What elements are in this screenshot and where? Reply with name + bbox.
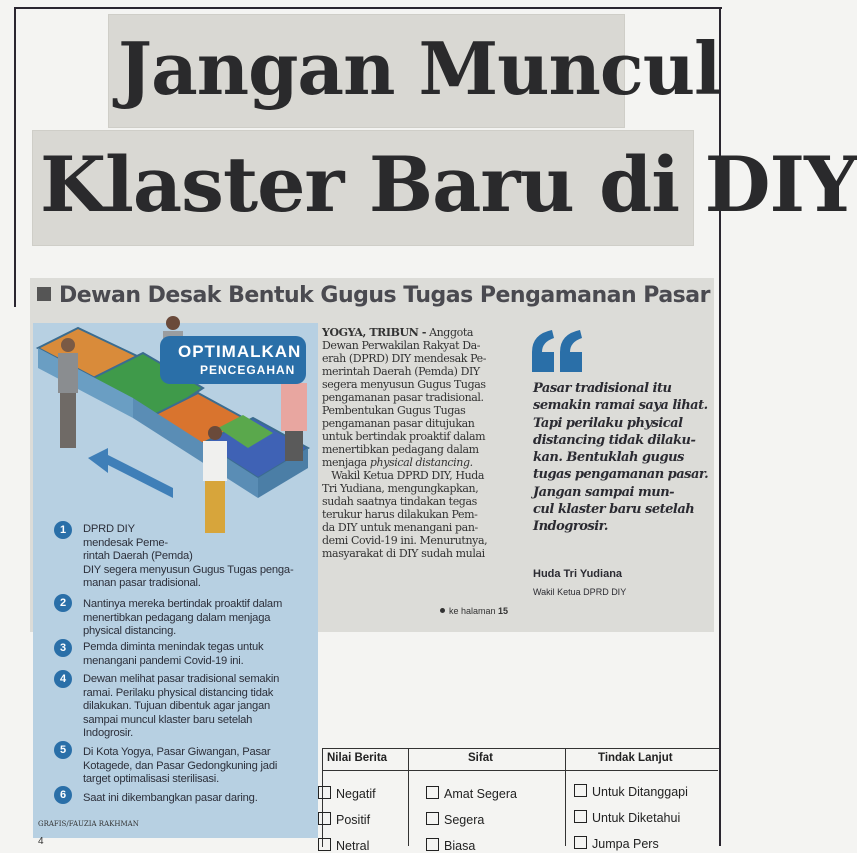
step-1-text: DPRD DIY mendesak Peme- rintah Daerah (Pemda) DIY segera menyusun Gugus Tugas penga- manan pasar tradisional. xyxy=(83,523,294,590)
checkbox-icon xyxy=(318,838,331,851)
scan-frame-top xyxy=(14,7,722,9)
checkbox-jumpa-pers[interactable] xyxy=(574,836,659,851)
checkbox-icon xyxy=(426,786,439,799)
step-3-text: Pemda diminta menindak tegas untuk menangani pandemi Covid-19 ini. xyxy=(83,641,264,667)
continued-page: 15 xyxy=(498,606,509,616)
step-5-number: 5 xyxy=(54,741,72,759)
checkbox-untuk-ditanggapi-label: Untuk Ditanggapi xyxy=(592,785,688,799)
step-1-number: 1 xyxy=(54,521,72,539)
person-1-icon xyxy=(58,338,78,448)
continued-label: ke halaman xyxy=(449,606,496,616)
step-2-text: Nantinya mereka bertindak proaktif dalam menertibkan pedagang dalam menjaga physical distancing. xyxy=(83,598,283,638)
step-5-text: Di Kota Yogya, Pasar Giwangan, Pasar Kotagede, dan Pasar Gedongkuning jadi target optimalisasi sterilisasi. xyxy=(83,746,278,786)
checkbox-icon xyxy=(574,836,587,849)
checkbox-untuk-diketahui-label: Untuk Diketahui xyxy=(592,811,681,825)
checkbox-segera-label: Segera xyxy=(444,813,485,827)
table-col-divider-1 xyxy=(408,748,409,846)
person-4-icon xyxy=(203,426,227,533)
step-6-text: Saat ini dikembangkan pasar daring. xyxy=(83,792,258,804)
checkbox-netral-label: Netral xyxy=(336,839,370,853)
table-header-divider xyxy=(322,770,718,771)
checkbox-positif[interactable] xyxy=(318,812,370,827)
headline-line-1: Jangan Muncul xyxy=(118,26,721,111)
checkbox-biasa-label: Biasa xyxy=(444,839,476,853)
flow-arrow-icon xyxy=(88,448,173,498)
article-body xyxy=(322,326,522,560)
checkbox-jumpa-pers-label: Jumpa Pers xyxy=(592,837,659,851)
checkbox-netral[interactable] xyxy=(318,838,369,853)
checkbox-positif-label: Positif xyxy=(336,813,371,827)
bullet-square-icon xyxy=(37,287,51,301)
table-col-divider-2 xyxy=(565,748,566,846)
scan-frame-left xyxy=(14,7,16,307)
bubble-optimalkan xyxy=(160,336,306,384)
article-paragraph-1: Anggota Dewan Perwakilan Rakyat Da- erah (DPRD) DIY mendesak Pe- merintah Daerah (Pemda) DIY segera menyusun Gugus Tugas pengamanan pasar tradisional. Pembentukan Gugus Tugas pengamanan pasar ditujukan untuk bertindak proaktif dalam menertibkan pedagang dalam menjaga xyxy=(322,326,487,469)
quote-speaker-role: Wakil Ketua DPRD DIY xyxy=(533,587,627,597)
step-3-number: 3 xyxy=(54,639,72,657)
checkbox-untuk-ditanggapi[interactable] xyxy=(574,784,688,799)
checkbox-biasa[interactable] xyxy=(426,838,475,853)
bullet-dot-icon xyxy=(440,608,445,613)
graphic-credit: GRAFIS/FAUZIA RAKHMAN xyxy=(38,820,139,828)
checkbox-icon xyxy=(318,786,331,799)
table-header-tindak: Tindak Lanjut xyxy=(598,752,673,764)
scan-frame-right xyxy=(719,7,721,846)
quote-speaker-name: Huda Tri Yudiana xyxy=(533,568,623,580)
article-paragraph-2: Wakil Ketua DPRD DIY, Huda Tri Yudiana, mengungkapkan, sudah saatnya tindakan tegas terukur harus dilakukan Pem- da DIY untuk menangani pan- demi Covid-19 ini. Menurutnya, masyarakat di DIY sudah mulai xyxy=(322,469,488,560)
checkbox-icon xyxy=(574,784,587,797)
checkbox-negatif[interactable] xyxy=(318,786,376,801)
subheadline-text: Dewan Desak Bentuk Gugus Tugas Pengamanan Pasar xyxy=(59,283,710,308)
bubble-line-1: OPTIMALKAN xyxy=(178,342,302,361)
checkbox-icon xyxy=(318,812,331,825)
quote-mark-icon xyxy=(530,328,586,374)
article-italic-term: physical distancing. xyxy=(369,456,473,469)
checkbox-amat-segera-label: Amat Segera xyxy=(444,787,517,801)
article-dateline: YOGYA, TRIBUN - xyxy=(322,326,426,339)
checkbox-amat-segera[interactable] xyxy=(426,786,517,801)
headline-line-2: Klaster Baru di DIY xyxy=(40,140,857,229)
pull-quote: Pasar tradisional itu semakin ramai saya lihat. Tapi perilaku physical distancing tidak dilaku- kan. Bentuklah gugus tugas pengamanan pasar. Jangan sampai mun- cul klaster baru setelah Indogrosir. xyxy=(533,381,709,535)
step-6-number: 6 xyxy=(54,786,72,804)
checkbox-icon xyxy=(426,838,439,851)
continued-link[interactable] xyxy=(440,606,508,616)
subheadline xyxy=(35,283,711,321)
step-4-number: 4 xyxy=(54,670,72,688)
table-header-sifat: Sifat xyxy=(468,752,493,764)
checkbox-negatif-label: Negatif xyxy=(336,787,376,801)
checkbox-icon xyxy=(574,810,587,823)
step-4-text: Dewan melihat pasar tradisional semakin ramai. Perilaku physical distancing tidak dilakukan. Tujuan dibentuk agar jangan sampai muncul klaster baru setelah Indogrosir. xyxy=(83,673,280,740)
step-2-number: 2 xyxy=(54,594,72,612)
bubble-line-2: PENCEGAHAN xyxy=(200,363,296,377)
table-header-nilai: Nilai Berita xyxy=(327,752,388,764)
page-number: 4 xyxy=(38,836,44,847)
checkbox-icon xyxy=(426,812,439,825)
checkbox-segera[interactable] xyxy=(426,812,484,827)
checkbox-untuk-diketahui[interactable] xyxy=(574,810,680,825)
